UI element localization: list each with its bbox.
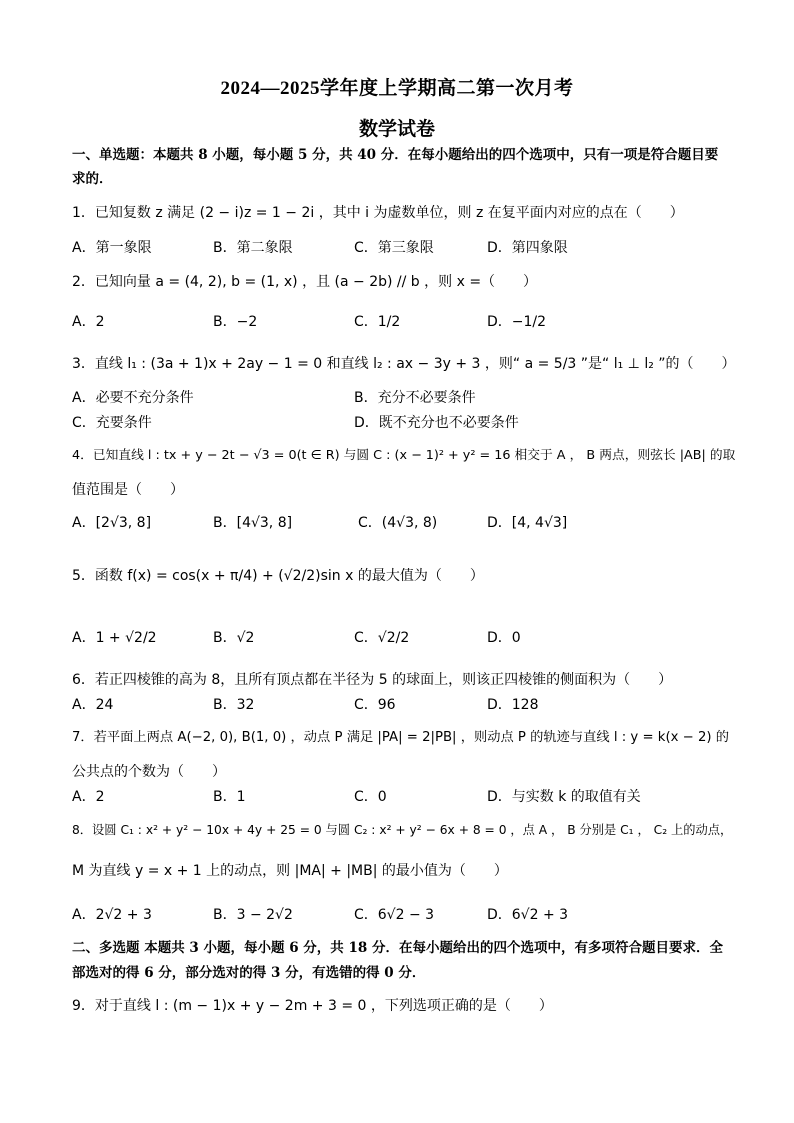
question-2-stem: 2．已知向量 a = (4, 2), b = (1, x) ，且 (a − 2b) // b ，则 x =（ ） xyxy=(72,274,538,290)
question-1-option-b: B．第二象限 xyxy=(213,240,293,256)
question-5-stem: 5．函数 f(x) = cos(x + π/4) + (√2/2)sin x 的最大值为（ ） xyxy=(72,568,484,584)
question-3-option-b: B．充分不必要条件 xyxy=(354,390,476,406)
exam-title: 2024—2025学年度上学期高二第一次月考 xyxy=(220,78,574,99)
question-5-option-b: B．√2 xyxy=(213,630,255,646)
question-7-option-b: B．1 xyxy=(213,789,246,805)
question-4-option-d: D．[4, 4√3] xyxy=(487,515,568,531)
question-2-option-c: C．1/2 xyxy=(354,314,401,330)
question-3-option-a: A．必要不充分条件 xyxy=(72,390,194,406)
question-4-option-b: B．[4√3, 8] xyxy=(213,515,293,531)
question-7-stem-line1: 7．若平面上两点 A(−2, 0), B(1, 0) ，动点 P 满足 |PA| = 2|PB| ，则动点 P 的轨迹与直线 l : y = k(x − 2) 的 xyxy=(72,730,730,745)
question-7-option-a: A．2 xyxy=(72,789,105,805)
question-1-option-a: A．第一象限 xyxy=(72,240,152,256)
question-8-stem-line1: 8．设圆 C₁ : x² + y² − 10x + 4y + 25 = 0 与圆 C₂ : x² + y² − 6x + 8 = 0 ，点 A ， B 分别是 C₁ ， C₂ 上的动点， xyxy=(72,823,733,837)
question-6-stem: 6．若正四棱锥的高为 8，且所有顶点都在半径为 5 的球面上，则该正四棱锥的侧面积为（ ） xyxy=(72,672,673,688)
question-2-option-d: D．−1/2 xyxy=(487,314,547,330)
section2-instructions-line1: 二、多选题 本题共 3 小题，每小题 6 分，共 18 分．在每小题给出的四个选项中，有多项符合题目要求．全 xyxy=(72,940,723,956)
question-8-option-a: A．2√2 + 3 xyxy=(72,907,152,923)
question-7-option-d: D．与实数 k 的取值有关 xyxy=(487,789,641,805)
question-5-option-c: C．√2/2 xyxy=(354,630,410,646)
section2-instructions-line2: 部选对的得 6 分，部分选对的得 3 分，有选错的得 0 分． xyxy=(72,965,426,981)
question-5-option-a: A．1 + √2/2 xyxy=(72,630,157,646)
section1-instructions-line1: 一、单选题：本题共 8 小题，每小题 5 分，共 40 分．在每小题给出的四个选项中，只有一项是符合题目要 xyxy=(72,147,719,163)
question-2-option-a: A．2 xyxy=(72,314,105,330)
question-8-option-d: D．6√2 + 3 xyxy=(487,907,569,923)
question-5-option-d: D．0 xyxy=(487,630,521,646)
question-6-option-d: D．128 xyxy=(487,697,539,713)
question-4-option-c: C．(4√3, 8) xyxy=(358,515,438,531)
question-6-option-a: A．24 xyxy=(72,697,114,713)
question-4-option-a: A．[2√3, 8] xyxy=(72,515,152,531)
question-6-option-b: B．32 xyxy=(213,697,255,713)
question-1-option-c: C．第三象限 xyxy=(354,240,434,256)
question-8-option-b: B．3 − 2√2 xyxy=(213,907,293,923)
question-7-option-c: C．0 xyxy=(354,789,387,805)
question-8-stem-line2: M 为直线 y = x + 1 上的动点，则 |MA| + |MB| 的最小值为（ ） xyxy=(72,863,508,879)
question-1-option-d: D．第四象限 xyxy=(487,240,568,256)
question-4-stem-line2: 值范围是（ ） xyxy=(72,482,184,498)
question-1-stem: 1．已知复数 z 满足 (2 − i)z = 1 − 2i ，其中 i 为虚数单位，则 z 在复平面内对应的点在（ ） xyxy=(72,205,684,221)
question-9-stem: 9．对于直线 l : (m − 1)x + y − 2m + 3 = 0 ，下列选项正确的是（ ） xyxy=(72,998,553,1014)
question-6-option-c: C．96 xyxy=(354,697,396,713)
question-4-stem-line1: 4．已知直线 l : tx + y − 2t − √3 = 0(t ∈ R) 与圆 C : (x − 1)² + y² = 16 相交于 A ， B 两点，则弦长 |AB| 的取 xyxy=(72,448,736,463)
question-7-stem-line2: 公共点的个数为（ ） xyxy=(72,764,226,780)
question-3-stem: 3．直线 l₁ : (3a + 1)x + 2ay − 1 = 0 和直线 l₂ : ax − 3y + 3 ，则“ a = 5/3 ”是“ l₁ ⊥ l₂ ”的（ ） xyxy=(72,356,736,372)
question-8-option-c: C．6√2 − 3 xyxy=(354,907,435,923)
section1-instructions-line2: 求的． xyxy=(72,171,113,187)
question-3-option-d: D．既不充分也不必要条件 xyxy=(354,415,519,431)
question-3-option-c: C．充要条件 xyxy=(72,415,152,431)
question-2-option-b: B．−2 xyxy=(213,314,258,330)
exam-subtitle: 数学试卷 xyxy=(358,119,435,140)
